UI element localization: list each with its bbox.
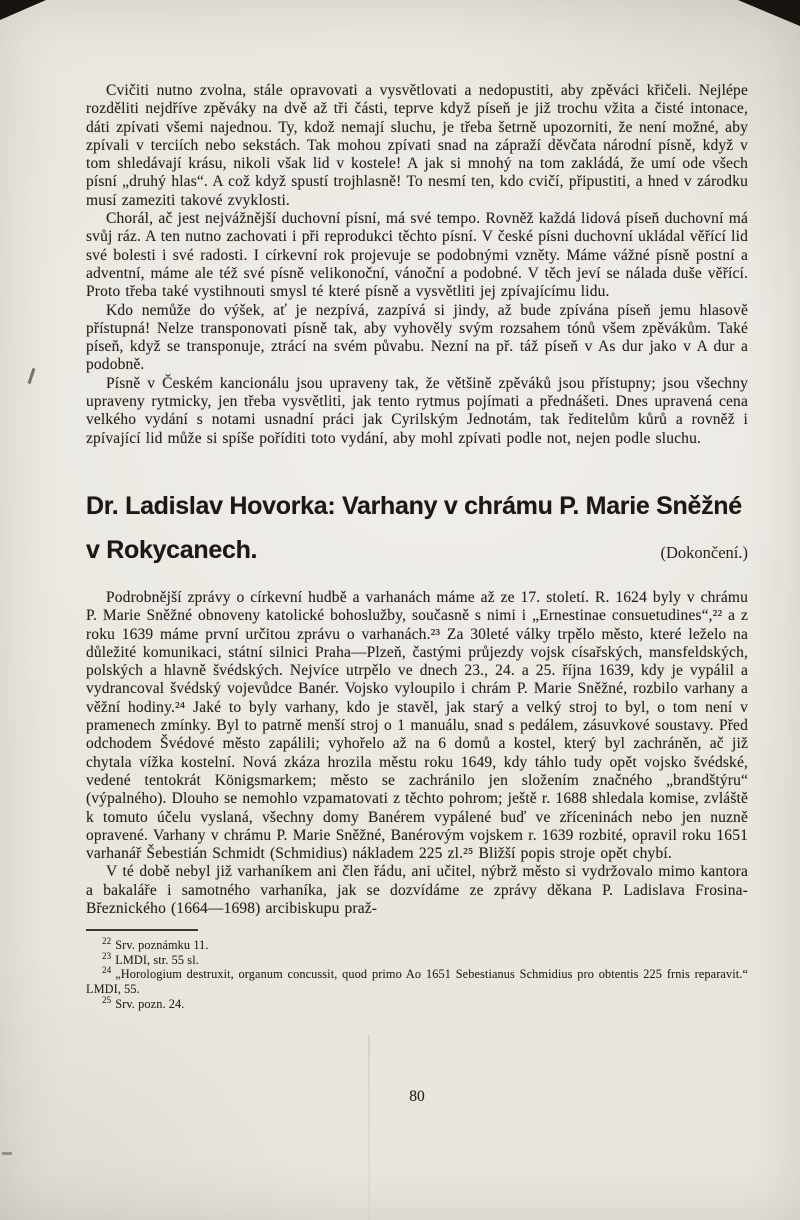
article-heading <box>86 492 748 565</box>
page-number: 80 <box>409 1088 425 1105</box>
text-block <box>86 82 748 1011</box>
article-section <box>86 589 748 918</box>
article-paragraph-1: Podrobnější zprávy o církevní hudbě a varhanách máme až ze 17. století. R. 1624 byly v chrámu P. Marie Sněžné obnoveny katolické bohoslužby, současně s nimi i „Ernestinae consuetudines“,²² a z roku 1639 máme první určitou zprávu o varhanách.²³ Za 30leté války trpělo město, které leželo na důležité komunikaci, státní silnici Praha—Plzeň, častými průjezdy vojsk císařských, mansfeldských, polských a hlavně švédských. Nejvíce utrpělo ve dnech 23., 24. a 25. října 1639, kdy je vypálil a vydrancoval švédský vojevůdce Banér. Vojsko vyloupilo i chrám P. Marie Sněžné, rozbilo varhany a věžní hodiny.²⁴ Jaké to byly varhany, kdo je stavěl, jak starý a velký stroj to byl, o tom není v pramenech zmínky. Byl to patrně menší stroj o 1 manuálu, snad s pedálem, zásuvkové soustavy. Před odchodem Švédové město zapálili; vyhořelo až na 6 domů a kostel, který byl zachráněn, ač již chytala vížka kostelní. Nová zkáza hrozila městu roku 1649, kdy táhlo tudy opět vojsko švédské, vedené tentokrát Königsmarkem; město se zachránilo jen složením značného „brandštýru“ (výpalného). Dlouho se nemohlo vzpamatovati z těchto pohrom; ještě r. 1688 shledala komise, zvláště k tomuto účelu vyslaná, všechny domy Banérem vypálené buď ve zříceninách nebo jen nuzně opravené. Varhany v chrámu P. Marie Sněžné, Banérovým vojskem r. 1639 rozbité, opravil roku 1651 varhanář Šebestián Schmidt (Schmidius) nákladem 225 zl.²⁵ Bližší popis stroje opět chybí. <box>86 588 748 863</box>
scan-artifact-bottom-edge <box>2 1152 12 1155</box>
footnote-24 <box>86 967 748 996</box>
article-heading-line2: v Rokycanech. <box>86 535 258 564</box>
article-paragraph-2: V té době nebyl již varhaníkem ani člen řádu, ani učitel, nýbrž město si vydržovalo mimo kantora a bakaláře i samotného varhaníka, jak se dozvídáme ze zprávy děkana P. Ladislava Frosina-Březnického (1664—1698) arcibiskupu praž- <box>86 863 748 917</box>
continuation-paragraph-3: Kdo nemůže do výšek, ať je nezpívá, zazpívá si jindy, až bude zpívána píseň jemu hlasově přístupná! Nelze transponovati písně tak, aby vyhověly svým rozsahem tónů všem zpěvákům. Také píseň, když se transponuje, ztrácí na svém půvabu. Nezní na př. táž píseň v As dur jako v A dur a podobně. <box>86 301 748 374</box>
continuation-paragraph-2: Chorál, ač jest nejvážnější duchovní písní, má své tempo. Rovněž každá lidová píseň duchovní má svůj ráz. A ten nutno zachovati i při reprodukci těchto písní. V české písni duchovní ukládal věřící lid své bolesti i své radosti. I církevní rok projevuje se podobnými vzněty. Máme vážné písně postní a adventní, máme ale též své písně velikonoční, vánoční a podobné. V těch jeví se nálada duše věřící. Proto třeba také vystihnouti smysl té které písně a vysvětliti jej zpívajícímu lidu. <box>86 210 748 301</box>
continuation-paragraph-1: Cvičiti nutno zvolna, stále opravovati a vysvětlovati a nedopustiti, aby zpěváci křičeli. Nejlépe rozděliti nejdříve zpěváky na dvě až tři části, teprve když píseň je již trochu vžita a čisté intonace, dáti zpívati všemi najednou. Ty, kdož nemají sluchu, je třeba šetrně upozorniti, že není možné, aby zpívali v terciích nebo sekstách. Tak mohou zpívati snad na zápraží děvčata národní písně, když v tom shledávají krásu, nikoli však lid v kostele! A jak si mnohý na tom zakládá, že umí ode všech písní „druhý hlas“. A což když spustí trojhlasně! To nesmí ten, kdo cvičí, připustiti, a hned v zárodku musí zameziti takové zvyklosti. <box>86 82 748 209</box>
scan-artifact-left-edge <box>28 368 36 384</box>
continuation-paragraph-4: Písně v Českém kancionálu jsou upraveny tak, že většině zpěváků jsou přístupny; jsou všechny upraveny rytmicky, jen třeba vysvětliti, jak tento rytmus pojímati a přednášeti. Dnes upravená cena velkého vydání s notami usnadní práci jak Cyrilským Jednotám, tak ředitelům kůrů a rovněž i zpívající lid může si spíše poříditi toto vydání, aby mohl zpívati podle not, nejen podle sluchu. <box>86 374 748 447</box>
article-heading-line1: Dr. Ladislav Hovorka: Varhany v chrámu P. Marie Sněžné <box>86 491 742 520</box>
continuation-note: (Dokončení.) <box>660 542 748 562</box>
footnote-23 <box>86 950 748 968</box>
footnotes-section <box>86 938 748 1011</box>
paper-crease <box>368 1035 370 1220</box>
footnote-25-marker: 25 <box>102 994 112 1005</box>
footnote-25 <box>86 994 748 1012</box>
scan-artifact-top-right <box>738 0 800 26</box>
footnote-22-text: Srv. poznámku 11. <box>115 938 209 953</box>
article-heading-row2 <box>86 536 748 565</box>
footnote-23-text: LMDI, str. 55 sl. <box>115 952 199 967</box>
footnote-24-marker: 24 <box>102 965 112 976</box>
footnote-22 <box>86 938 748 953</box>
footnote-24-text: „Horologium destruxit, organum concussit, quod primo Ao 1651 Sebestianus Schmidius pro obtentis 225 frnis reparavit.“ LMDI, 55. <box>86 967 748 997</box>
footnote-divider <box>86 929 198 931</box>
continuation-section <box>86 82 748 448</box>
footnote-23-marker: 23 <box>102 950 112 961</box>
scan-artifact-top-left <box>0 0 46 20</box>
footnote-22-marker: 22 <box>102 936 112 947</box>
footnote-25-text: Srv. pozn. 24. <box>115 996 185 1011</box>
